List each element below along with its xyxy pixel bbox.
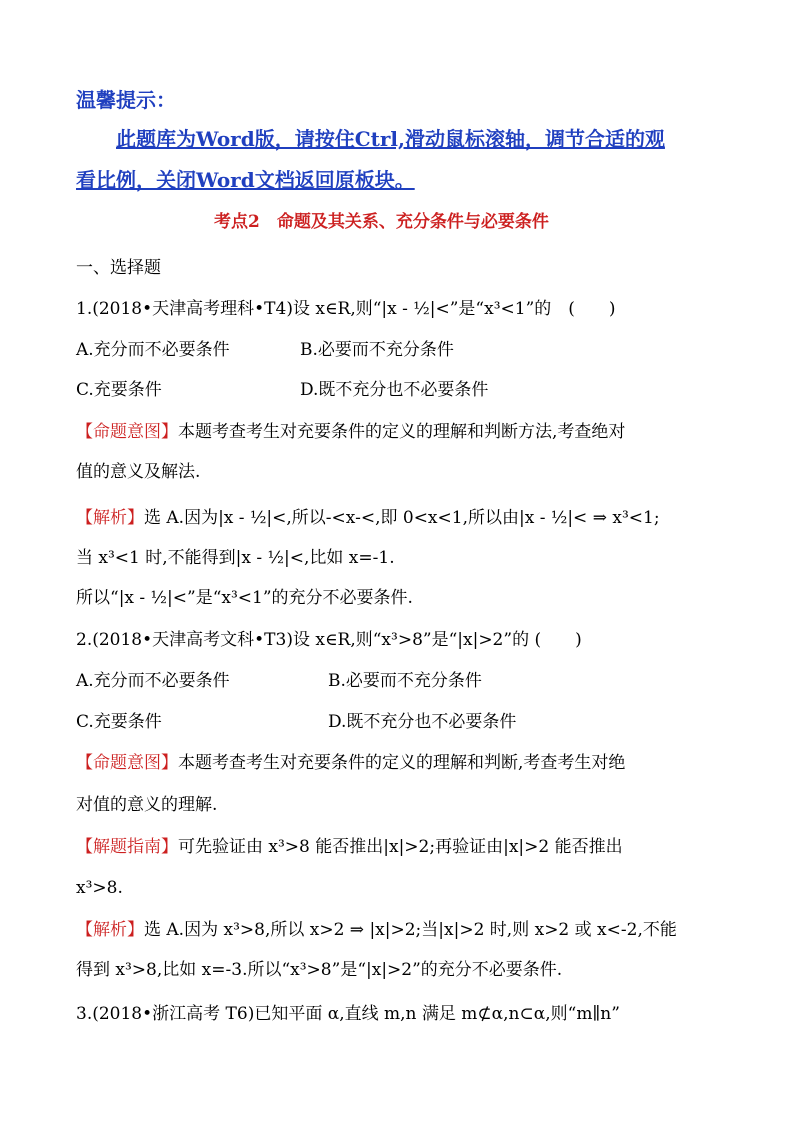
q1-analysis-line2: 当 x³<1 时,不能得到|x - ½|<,比如 x=-1. xyxy=(76,548,395,568)
tip-body-line1: 此题库为Word版，请按住Ctrl,滑动鼠标滚轴，调节合适的观 xyxy=(116,127,665,151)
q2-guide-text: 可先验证由 x³>8 能否推出|x|>2;再验证由|x|>2 能否推出 xyxy=(178,837,623,857)
q2-guide-tag: 【解题指南】 xyxy=(76,837,178,857)
tip-body-line2: 看比例，关闭Word文档返回原板块。 xyxy=(76,168,415,192)
q2-intent-line2: 对值的意义的理解. xyxy=(76,795,218,815)
q1-option-b: B.必要而不充分条件 xyxy=(300,340,454,360)
q2-guide-line1 xyxy=(76,835,623,859)
q2-option-d: D.既不充分也不必要条件 xyxy=(328,712,517,732)
q1-analysis-line3: 所以“|x - ½|<”是“x³<1”的充分不必要条件. xyxy=(76,588,413,608)
q2-options-row2 xyxy=(76,710,516,734)
q2-intent-tag: 【命题意图】 xyxy=(76,753,178,773)
q2-analysis-line2: 得到 x³>8,比如 x=-3.所以“x³>8”是“|x|>2”的充分不必要条件. xyxy=(76,960,563,980)
tip-heading: 温馨提示： xyxy=(76,88,176,112)
q2-intent-text: 本题考查考生对充要条件的定义的理解和判断,考查考生对绝 xyxy=(178,753,626,773)
q2-option-a: A.充分而不必要条件 xyxy=(76,671,230,691)
q2-guide-line2: x³>8. xyxy=(76,878,123,898)
q2-options-row1 xyxy=(76,669,482,693)
q1-analysis-tag: 【解析】 xyxy=(76,508,144,528)
q1-analysis-line1 xyxy=(76,506,660,530)
q1-intent-line1 xyxy=(76,420,625,444)
category-heading: 一、选择题 xyxy=(76,258,161,278)
q2-option-c: C.充要条件 xyxy=(76,712,162,732)
q2-intent-line1 xyxy=(76,751,625,775)
q1-analysis-text1: 选 A.因为|x - ½|<,所以-<x-<,即 0<x<1,所以由|x - ½|< ⇒ x³<1; xyxy=(144,508,660,528)
q2-option-b: B.必要而不充分条件 xyxy=(328,671,482,691)
q3-stem: 3.(2018•浙江高考 T6)已知平面 α,直线 m,n 满足 m⊄α,n⊂α,则“m∥n” xyxy=(76,1004,620,1024)
q1-options-row1 xyxy=(76,338,454,362)
section-title: 考点2 命题及其关系、充分条件与必要条件 xyxy=(214,212,549,232)
q1-options-row2 xyxy=(76,378,488,402)
q2-analysis-line1 xyxy=(76,918,677,942)
q1-intent-line2: 值的意义及解法. xyxy=(76,462,201,482)
q2-analysis-text1: 选 A.因为 x³>8,所以 x>2 ⇒ |x|>2;当|x|>2 时,则 x>2 或 x<-2,不能 xyxy=(144,920,677,940)
q1-option-a: A.充分而不必要条件 xyxy=(76,340,230,360)
q2-analysis-tag: 【解析】 xyxy=(76,920,144,940)
q1-option-d: D.既不充分也不必要条件 xyxy=(300,380,489,400)
q1-stem: 1.(2018•天津高考理科•T4)设 x∈R,则“|x - ½|<”是“x³<1”的 ( ) xyxy=(76,299,616,319)
q2-stem: 2.(2018•天津高考文科•T3)设 x∈R,则“x³>8”是“|x|>2”的 ( ) xyxy=(76,630,582,650)
q1-intent-text: 本题考查考生对充要条件的定义的理解和判断方法,考查绝对 xyxy=(178,422,626,442)
q1-option-c: C.充要条件 xyxy=(76,380,162,400)
q1-intent-tag: 【命题意图】 xyxy=(76,422,178,442)
